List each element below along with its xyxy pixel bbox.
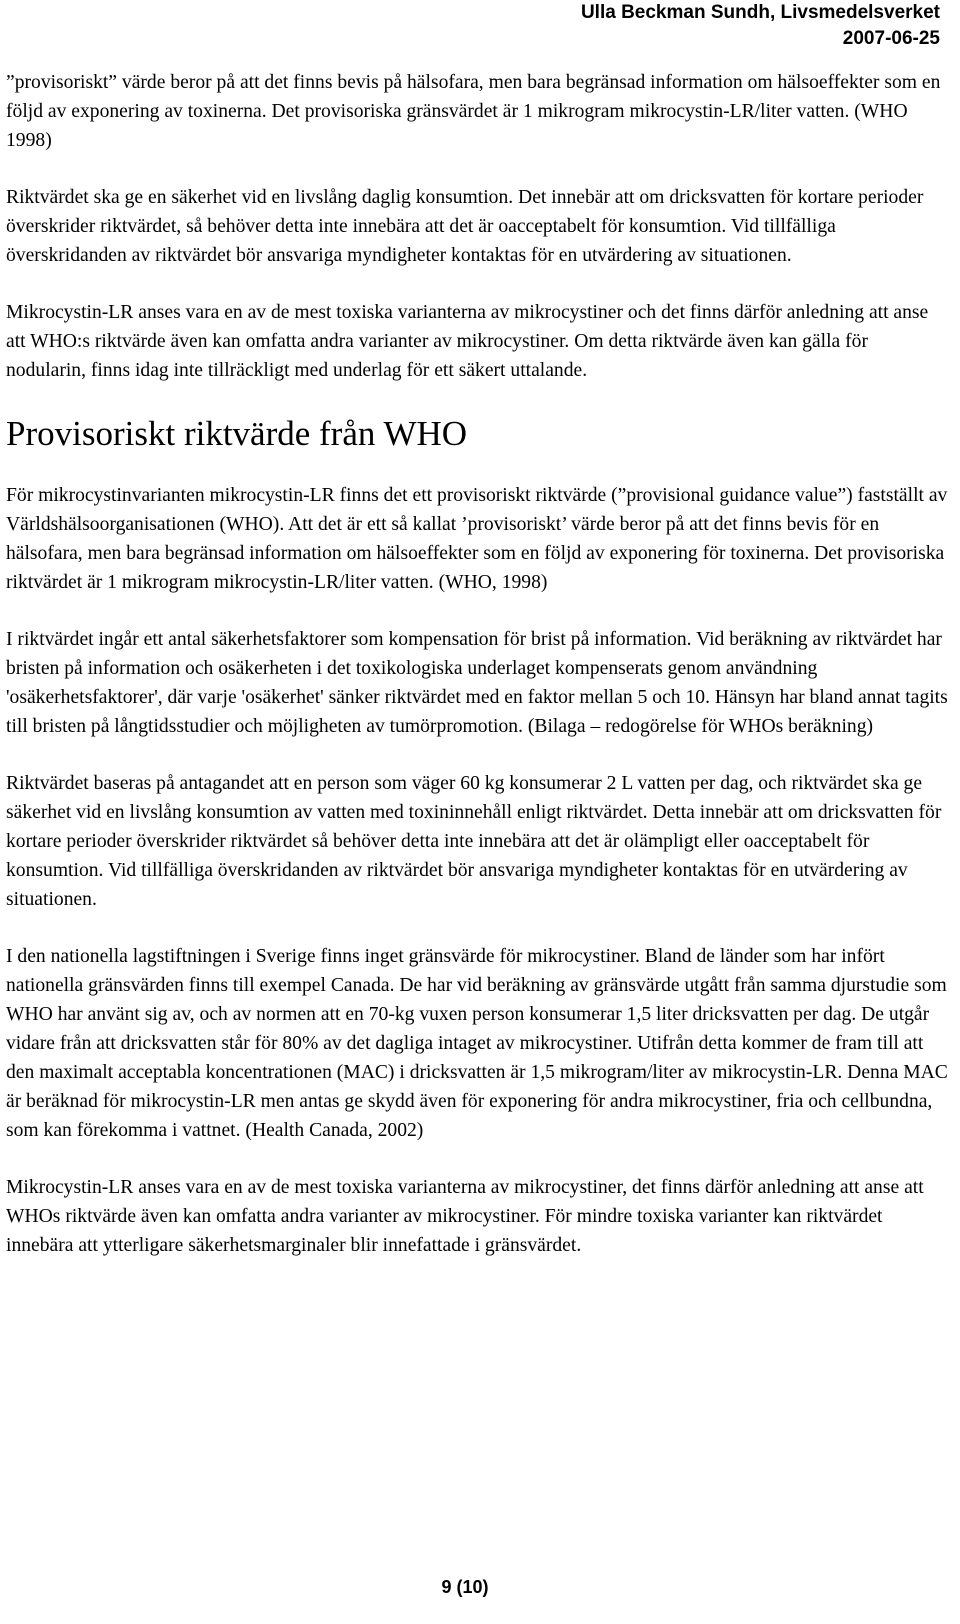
header-date: 2007-06-25	[842, 28, 940, 49]
page-header	[581, 0, 940, 52]
paragraph: ”provisoriskt” värde beror på att det finns bevis på hälsofara, men bara begränsad information om hälsoeffekter som en följd av exponering av toxinerna. Det provisoriska gränsvärdet är 1 mikrogram mikrocystin-LR/liter vatten. (WHO 1998)	[6, 72, 941, 151]
document-body	[6, 68, 950, 1288]
section-heading: Provisoriskt riktvärde från WHO	[6, 414, 468, 453]
paragraph: Riktvärdet ska ge en säkerhet vid en livslång daglig konsumtion. Det innebär att om dricksvatten för kortare perioder överskrider riktvärdet, så behöver detta inte innebära att det är oacceptabelt för konsumtion. Vid tillfälliga överskridanden av riktvärdet bör ansvariga myndigheter kontaktas för en utvärdering av situationen.	[6, 187, 924, 266]
header-author: Ulla Beckman Sundh, Livsmedelsverket	[580, 2, 940, 23]
paragraph: Mikrocystin-LR anses vara en av de mest toxiska varianterna av mikrocystiner, det finns därför anledning att anse att WHOs riktvärde även kan omfatta andra varianter av mikrocystiner. För mindre toxiska varianter kan riktvärdet innebära att ytterligare säkerhetsmarginaler blir innefattade i gränsvärdet.	[6, 1177, 924, 1256]
page-number: 9 (10)	[441, 1577, 489, 1597]
paragraph: I den nationella lagstiftningen i Sverige finns inget gränsvärde för mikrocystiner. Bland de länder som har infört nationella gränsvärden finns till exempel Canada. De har vid beräkning av gränsvärde utgått från samma djurstudie som WHO har använt sig av, och av normen att en 70-kg vuxen person konsumerar 1,5 liter dricksvatten per dag. De utgår vidare från att dricksvatten står för 80% av det dagliga intaget av mikrocystiner. Utifrån detta kommer de fram till att den maximalt acceptabla koncentrationen (MAC) i dricksvatten är 1,5 mikrogram/liter av mikrocystin-LR. Denna MAC är beräknad för mikrocystin-LR men antas ge skydd även för exponering för andra mikrocystiner, fria och cellbundna, som kan förekomma i vattnet. (Health Canada, 2002)	[6, 946, 948, 1141]
paragraph: Riktvärdet baseras på antagandet att en person som väger 60 kg konsumerar 2 L vatten per dag, och riktvärdet ska ge säkerhet vid en livslång konsumtion av vatten med toxininnehåll enligt riktvärdet. Detta innebär att om dricksvatten för kortare perioder överskrider riktvärdet så behöver detta inte innebära att det är olämpligt eller oacceptabelt för konsumtion. Vid tillfälliga överskridanden av riktvärdet bör ansvariga myndigheter kontaktas för en utvärdering av situationen.	[6, 773, 942, 910]
paragraph: I riktvärdet ingår ett antal säkerhetsfaktorer som kompensation för brist på information. Vid beräkning av riktvärdet har bristen på information och osäkerheten i det toxikologiska underlaget kompenserats genom användning 'osäkerhetsfaktorer', där varje 'osäkerhet' sänker riktvärdet med en faktor mellan 5 och 10. Hänsyn har bland annat tagits till bristen på långtidsstudier och möjligheten av tumörpromotion. (Bilaga – redogörelse för WHOs beräkning)	[6, 629, 948, 737]
paragraph: För mikrocystinvarianten mikrocystin-LR finns det ett provisoriskt riktvärde (”provisional guidance value”) fastställt av Världshälsoorganisationen (WHO). Att det är ett så kallat ’provisoriskt’ värde beror på att det finns bevis för en hälsofara, men bara begränsad information om hälsoeffekter som en följd av exponering för toxinerna. Det provisoriska riktvärdet är 1 mikrogram mikrocystin-LR/liter vatten. (WHO, 1998)	[6, 485, 948, 593]
paragraph: Mikrocystin-LR anses vara en av de mest toxiska varianterna av mikrocystiner och det finns därför anledning att anse att WHO:s riktvärde även kan omfatta andra varianter av mikrocystiner. Om detta riktvärde även kan gälla för nodularin, finns idag inte tillräckligt med underlag för ett säkert uttalande.	[6, 302, 929, 381]
